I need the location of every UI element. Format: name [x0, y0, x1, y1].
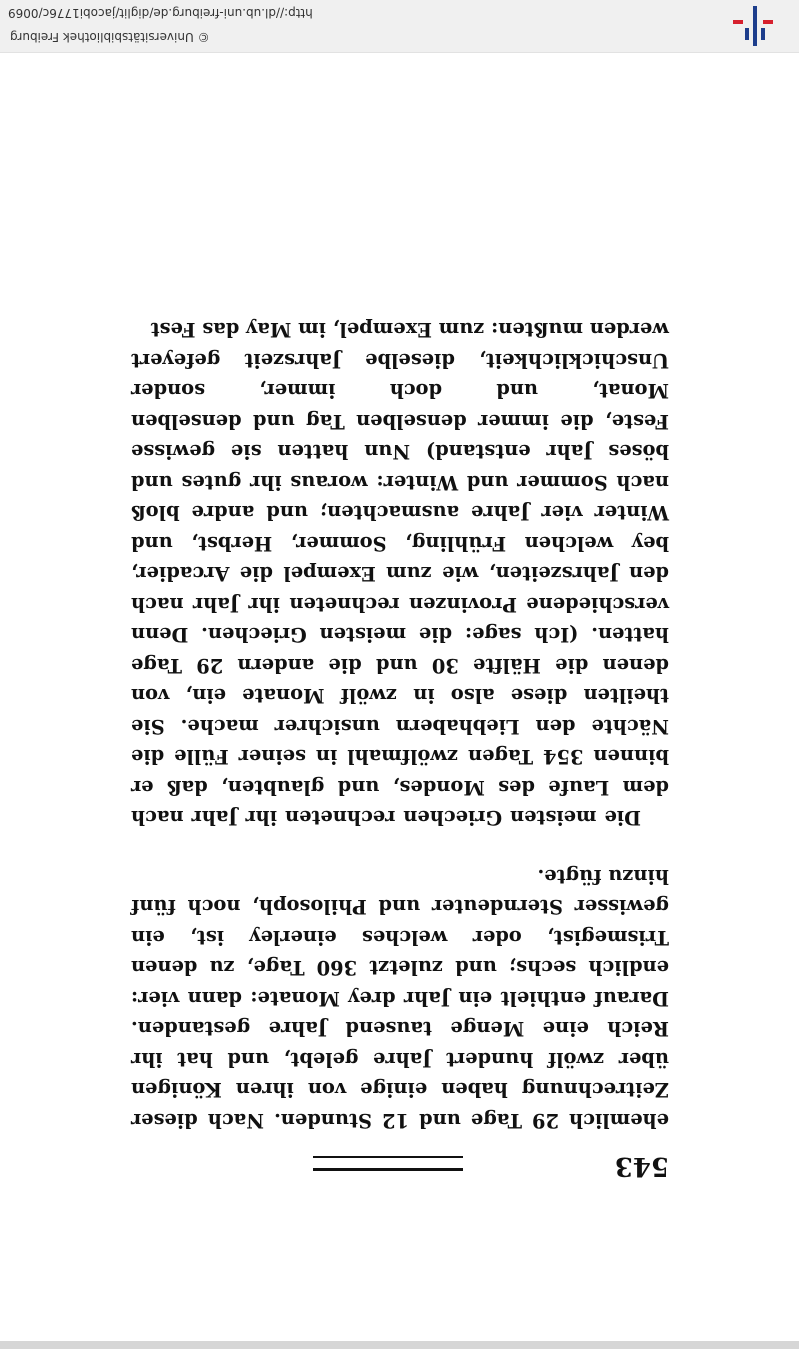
page-number: 543 — [614, 1151, 669, 1181]
paragraph-second: Die meisten Griechen rechneten ihr Jahr nach dem Laufe des Mondes, und glaubten, daß er binnen 354 Tagen zwölfmahl in seiner Fülle die Nächte den Liebhabern unsichrer mache. Sie theilten diese also in zwölf Monate ein, von denen die Hälfte 30 und die andern 29 Tage hatten. (Ich sage: die meisten Griechen. Denn verschiedene Provinzen rechneten ihr Jahr nach den Jahrszeiten, wie zum Exempel die Arcadier, bey welchen Frühling, Sommer, Herbst, und Winter vier Jahre ausmachten; und andre bloß nach Sommer und Winter: woraus ihr gutes und böses Jahr entstand) Nun hatten sie gewisse Feste, die immer denselben Tag und denselben Monat, und doch immer, sonder Unschicklichkeit, dieselbe Jahrszeit gefeyert werden mußten: zum Exempel, im May das Fest — [131, 318, 669, 830]
paragraph-first: ehemlich 29 Tage und 12 Stunden. Nach dieser Zeitrechnung haben einige von ihren Königen über zwölf hundert Jahre gelebt, und hat ihr Reich eine Menge tausend Jahre gestanden. Darauf enthielt ein Jahr drey Monate: dann vier: endlich sechs; und zuletzt 360 Tage, zu denen Trismegist, oder welches einerley ist, ein gewisser Sterndeuter und Philosoph, noch fünf hinzu fügte. — [131, 865, 669, 1132]
permalink-url[interactable]: http://dl.ub.uni-freiburg.de/diglit/jacobi1776c/0069 — [8, 6, 313, 20]
viewer-header-bar — [0, 0, 799, 53]
ub-freiburg-logo-icon[interactable] — [731, 6, 775, 46]
page-header — [131, 1141, 669, 1181]
header-rule — [313, 1156, 463, 1171]
copyright-text: © Universitätsbibliothek Freiburg — [10, 30, 210, 44]
viewer-bottom-strip — [0, 1341, 799, 1349]
paragraph-gap — [131, 833, 669, 861]
page-body — [131, 314, 669, 1135]
book-page — [131, 201, 669, 1181]
